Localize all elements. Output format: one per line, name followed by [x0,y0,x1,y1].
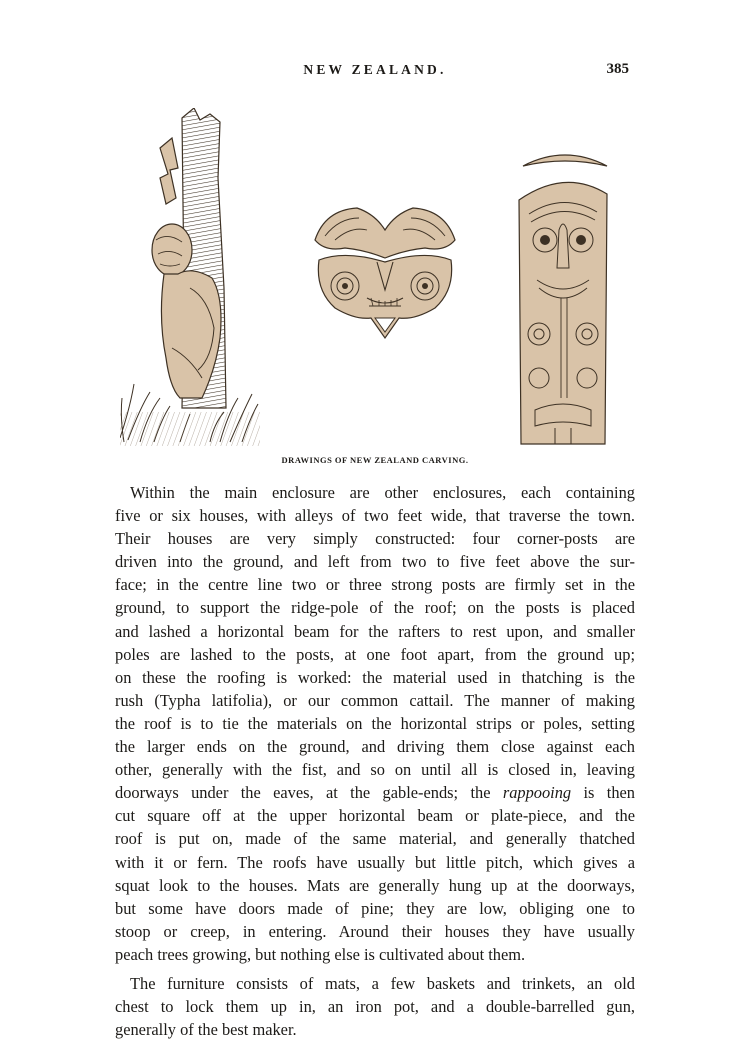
text-line: doorways under the eaves, at the gable-ends; the rappooing is then [115,783,635,803]
text-line: on these the roofing is worked: the material used in thatching is the [115,667,635,687]
text-line: face; in the centre line two or three strong posts are firmly set in the [115,575,635,595]
figure-caption: DRAWINGS OF NEW ZEALAND CARVING. [281,455,469,465]
carved-post-drawing [120,108,260,448]
text-line: five or six houses, with alleys of two feet wide, that traverse the town. [115,506,635,526]
text-line: rush (Typha latifolia), or our common cattail. The manner of making [115,690,635,710]
text-line: peach trees growing, but nothing else is cultivated about them. [115,944,526,964]
text-line: roof is put on, made of the same material, and generally thatched [115,829,635,849]
text-line: The furniture consists of mats, a few baskets and trinkets, an old [130,973,635,993]
text-line: Their houses are very simply constructed: four corner-posts are [115,529,635,549]
text-line: ground, to support the ridge-pole of the roof; on the posts is placed [115,598,635,618]
paragraph-1 [115,481,635,966]
text-line: squat look to the houses. Mats are generally hung up at the doorways, [115,875,635,895]
paragraph-2 [115,972,635,1041]
text-line: chest to lock them up in, an iron pot, and a double-barrelled gun, [115,997,635,1017]
text-line: poles are lashed to the posts, at one foot apart, from the ground up; [115,644,635,664]
body-text [115,481,635,1041]
page-number: 385 [606,61,629,77]
text-line: with it or fern. The roofs have usually but little pitch, which gives a [115,852,635,872]
carved-plank-drawing [515,148,615,448]
text-line: the larger ends on the ground, and driving them close against each [115,737,635,757]
text-line: other, generally with the fist, and so on until all is closed in, leaving [115,760,635,780]
text-line: driven into the ground, and left from two to five feet above the sur- [115,552,635,572]
text-line: stoop or creep, in entering. Around their houses they have usually [115,921,635,941]
text-line: the roof is to tie the materials on the horizontal strips or poles, setting [115,713,635,733]
italic-term: rappooing [502,783,572,803]
carved-mask-drawing [305,200,465,340]
running-title: NEW ZEALAND. [303,62,447,77]
text-line: and lashed a horizontal beam for the rafters to rest upon, and smaller [115,621,635,641]
text-line: but some have doors made of pine; they are low, obliging one to [115,898,635,918]
text-line: cut square off at the upper horizontal beam or plate-piece, and the [115,806,635,826]
text-line: generally of the best maker. [115,1020,297,1040]
text-line: Within the main enclosure are other enclosures, each containing [130,483,635,502]
carving-illustration [0,0,750,470]
